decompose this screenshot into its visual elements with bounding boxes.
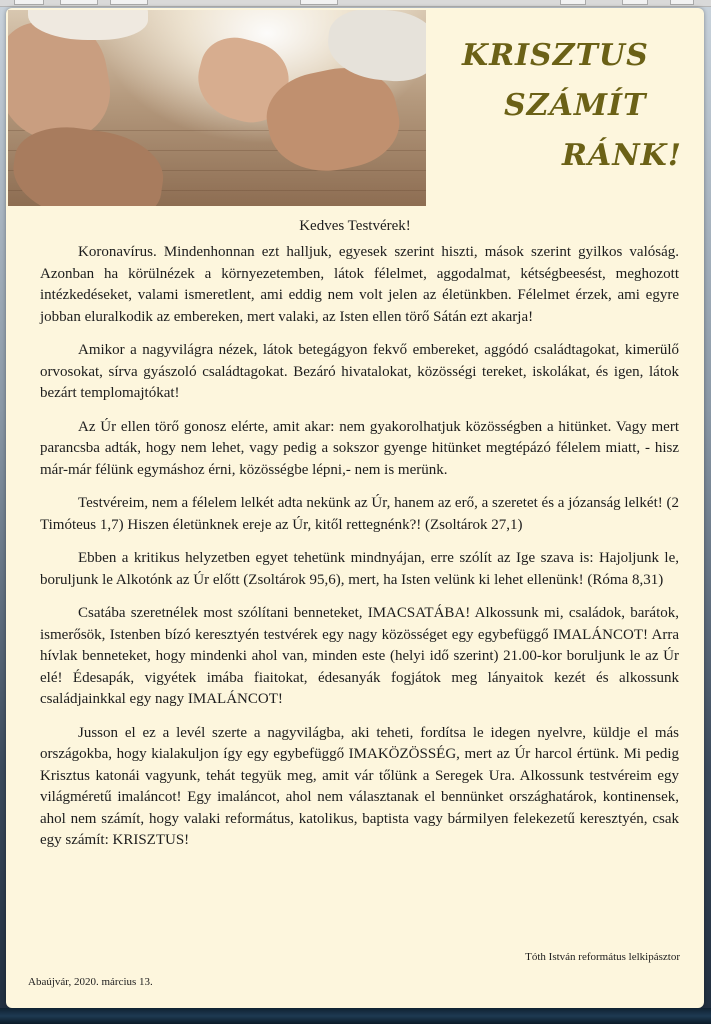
letter-body [40, 242, 679, 864]
slogan-title [438, 30, 698, 190]
letter-page [6, 8, 704, 1008]
toolbar-tab[interactable] [300, 0, 338, 5]
slogan-line-3: RÁNK! [562, 138, 682, 173]
toolbar-tab[interactable] [14, 0, 44, 5]
toolbar-tab[interactable] [670, 0, 694, 5]
letter-paragraph: Ebben a kritikus helyzetben egyet tehetünk mindnyájan, erre szólít az Ige szava is: Hajoljunk le, boruljunk le Alkotónk az Úr előtt (Zsoltárok 95,6), mert, ha Isten velünk ki lehet ellenünk! (Róma 8,31) [40, 550, 679, 588]
letter-paragraph: Amikor a nagyvilágra nézek, látok betegágyon fekvő embereket, aggódó családtagokat, kimerülő orvosokat, sírva gyászoló családtagokat. Bezáró hivatalokat, közösségi tereket, iskolákat, és igen, látok bezárt templomajtókat! [40, 342, 679, 401]
letter-paragraph: Koronavírus. Mindenhonnan ezt halljuk, egyesek szerint hiszti, mások szerint gyilkos valóság. Azonban ha körülnézek a környezetemben, látok félelmet, aggodalmat, kétségbeesést, meghozott intézkedéseket, valami ismeretlent, ami eddig nem volt jelen az életünkben. Félelmet érzek, ami egyre jobban eluralkodik az embereken, mert valaki, az Isten ellen törő Sátán ezt akarja! [40, 244, 679, 325]
praying-hands-photo [8, 10, 426, 206]
letter-greeting: Kedves Testvérek! [299, 218, 411, 234]
letter-paragraph: Csatába szeretnélek most szólítani benneteket, IMACSATÁBA! Alkossunk mi, családok, barátok, ismerősök, Istenben bízó keresztyén testvérek egy nagy közösséget egy egybefüggő IMALÁNCOT! Arra hívlak benneteket, hogy mindenki ahol van, minden este (helyi idő szerint) 21.00-kor boruljunk le az Úr elé! Édesapák, vigyétek imába fiaitokat, édesanyák fogjátok meg lányaitok kezét és alkossunk családjainkkal egy nagy IMALÁNCOT! [40, 605, 679, 707]
letter-paragraph: Jusson el ez a levél szerte a nagyvilágba, aki teheti, fordítsa le idegen nyelvre, küldje el más országokba, hogy kialakuljon így egy egybefüggő IMAKÖZÖSSÉG, mert az Úr harcol értünk. Mi pedig Krisztus katonái vagyunk, tehát tegyük meg, amit vár tőlünk a Seregek Ura. Alkossunk testvéreim egy világméretű imaláncot! Egy imaláncot, ahol nem választanak el bennünket országhatárok, kontinensek, ahol nem számít, hogy valaki református, katolikus, baptista vagy bármilyen felekezetű keresztyén, csak egy számít: KRISZTUS! [40, 724, 679, 848]
slogan-line-1: KRISZTUS [462, 38, 649, 73]
signature: Tóth István református lelkipásztor [525, 951, 680, 963]
toolbar-tab[interactable] [622, 0, 648, 5]
toolbar-tab[interactable] [60, 0, 98, 5]
toolbar-tab[interactable] [110, 0, 148, 5]
toolbar-tab[interactable] [560, 0, 586, 5]
browser-top-bar [0, 0, 711, 7]
slogan-line-2: SZÁMÍT [504, 88, 647, 123]
place-date: Abaújvár, 2020. március 13. [28, 976, 153, 988]
letter-paragraph: Testvéreim, nem a félelem lelkét adta nekünk az Úr, hanem az erő, a szeretet és a józanság lelkét! (2 Timóteus 1,7) Hiszen életünknek ereje az Úr, kitől rettegnénk?! (Zsoltárok 27,1) [40, 495, 679, 533]
background-sea-strip [0, 1008, 711, 1024]
letter-paragraph: Az Úr ellen törő gonosz elérte, amit akar: nem gyakorolhatjuk közösségben a hitünket. Vagy mert parancsba adták, hogy nem lehet, vagy pedig a sokszor gyenge hitünket megtépázó félelem miatt, - hisz már-már félünk egymáshoz érni, közösségbe lépni,- nem is merünk. [40, 418, 679, 478]
